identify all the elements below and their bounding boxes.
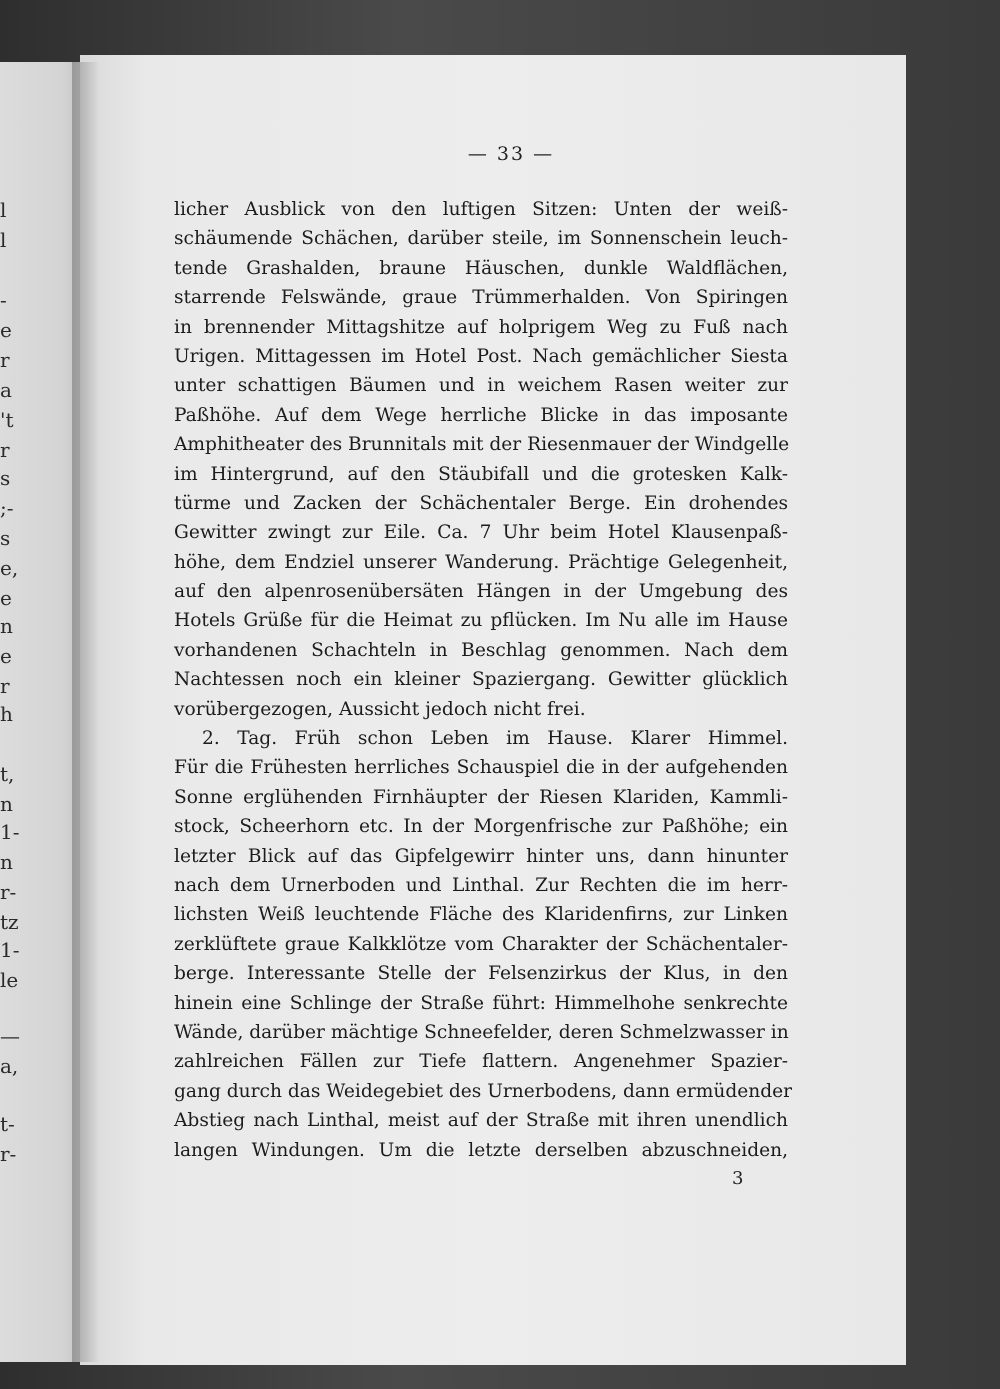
facing-page-fragment: tz bbox=[0, 910, 19, 934]
facing-page-fragment: e bbox=[0, 318, 12, 342]
text-line: in brennender Mittagshitze auf holprigem Weg zu Fuß nach bbox=[174, 316, 788, 338]
text-line: im Hintergrund, auf den Stäubifall und die grotesken Kalk- bbox=[174, 463, 788, 485]
facing-page-fragment: a, bbox=[0, 1054, 19, 1078]
facing-page-fragment: ;- bbox=[0, 496, 14, 520]
text-line: Sonne erglühenden Firnhäupter der Riesen Klariden, Kammli- bbox=[174, 786, 788, 808]
facing-page-fragment: s bbox=[0, 526, 11, 550]
facing-page-fragment: r bbox=[0, 348, 10, 372]
facing-page-fragment: r- bbox=[0, 880, 17, 904]
body-text bbox=[174, 195, 793, 1165]
signature-mark: 3 bbox=[732, 1168, 744, 1189]
facing-page-fragment: 't bbox=[0, 408, 14, 432]
facing-page-fragment: a bbox=[0, 378, 12, 402]
facing-page-fragment: n bbox=[0, 850, 13, 874]
facing-page-fragment: l bbox=[0, 198, 7, 222]
facing-page-fragment: e, bbox=[0, 556, 19, 580]
text-line: zerklüftete graue Kalkklötze vom Charakter der Schächentaler- bbox=[174, 933, 788, 955]
text-line: Abstieg nach Linthal, meist auf der Straße mit ihren unendlich bbox=[174, 1110, 788, 1132]
facing-page-fragment: e bbox=[0, 586, 12, 610]
facing-page-fragment: l bbox=[0, 228, 7, 252]
text-line: letzter Blick auf das Gipfelgewirr hinter uns, dann hinunter bbox=[174, 845, 788, 867]
text-line: vorübergezogen, Aussicht jedoch nicht frei. bbox=[174, 698, 586, 720]
facing-page-fragment: — bbox=[0, 1024, 20, 1048]
facing-page-fragment: - bbox=[0, 288, 7, 312]
facing-page-fragment: 1- bbox=[0, 938, 20, 962]
facing-page-fragment: t- bbox=[0, 1112, 15, 1136]
text-line: 2. Tag. Früh schon Leben im Hause. Klarer Himmel. bbox=[202, 728, 788, 750]
facing-page-fragment: n bbox=[0, 614, 13, 638]
text-line: Nachtessen noch ein kleiner Spaziergang. Gewitter glücklich bbox=[174, 669, 788, 691]
facing-page-fragment: r bbox=[0, 674, 10, 698]
facing-page-fragment: r bbox=[0, 438, 10, 462]
text-line: vorhandenen Schachteln in Beschlag genommen. Nach dem bbox=[174, 639, 788, 661]
text-line: gang durch das Weidegebiet des Urnerbodens, dann ermüdender bbox=[174, 1080, 793, 1102]
text-line: lichsten Weiß leuchtende Fläche des Klaridenfirns, zur Linken bbox=[174, 904, 788, 926]
text-line: zahlreichen Fällen zur Tiefe flattern. Angenehmer Spazier- bbox=[174, 1051, 788, 1073]
text-line: Amphitheater des Brunnitals mit der Riesenmauer der Windgelle bbox=[174, 434, 790, 456]
book-page bbox=[80, 55, 906, 1365]
text-line: starrende Felswände, graue Trümmerhalden. Von Spiringen bbox=[174, 287, 788, 309]
facing-page-fragment: h bbox=[0, 702, 13, 726]
text-line: berge. Interessante Stelle der Felsenzirkus der Klus, in den bbox=[174, 963, 788, 985]
text-line: türme und Zacken der Schächentaler Berge. Ein drohendes bbox=[174, 492, 788, 514]
text-line: Gewitter zwingt zur Eile. Ca. 7 Uhr beim Hotel Klausenpaß- bbox=[174, 522, 788, 544]
text-line: Hotels Grüße für die Heimat zu pflücken. Im Nu alle im Hause bbox=[174, 610, 788, 632]
text-line: nach dem Urnerboden und Linthal. Zur Rechten die im herr- bbox=[174, 874, 788, 896]
text-line: langen Windungen. Um die letzte derselben abzuschneiden, bbox=[174, 1139, 788, 1161]
text-line: tende Grashalden, braune Häuschen, dunkle Waldflächen, bbox=[174, 257, 788, 279]
page-number-header: — 33 — bbox=[467, 143, 555, 165]
facing-page-fragment: n bbox=[0, 792, 13, 816]
facing-page-fragment: r- bbox=[0, 1142, 17, 1166]
gutter-shadow bbox=[72, 62, 100, 1362]
facing-page-fragment: s bbox=[0, 466, 11, 490]
text-line: schäumende Schächen, darüber steile, im Sonnenschein leuch- bbox=[174, 228, 788, 250]
facing-page-fragment: t, bbox=[0, 762, 15, 786]
text-line: Wände, darüber mächtige Schneefelder, deren Schmelzwasser in bbox=[174, 1021, 789, 1043]
text-line: hinein eine Schlinge der Straße führt: Himmelhohe senkrechte bbox=[174, 992, 788, 1014]
facing-page-fragment: 1- bbox=[0, 820, 20, 844]
facing-page-fragment: le bbox=[0, 968, 19, 992]
text-line: Paßhöhe. Auf dem Wege herrliche Blicke in das imposante bbox=[174, 404, 788, 426]
text-line: stock, Scheerhorn etc. In der Morgenfrische zur Paßhöhe; ein bbox=[174, 816, 788, 838]
text-line: auf den alpenrosenübersäten Hängen in der Umgebung des bbox=[174, 581, 788, 603]
facing-page-fragment: e bbox=[0, 644, 12, 668]
text-line: Für die Frühesten herrliches Schauspiel die in der aufgehenden bbox=[174, 757, 788, 779]
text-line: Urigen. Mittagessen im Hotel Post. Nach gemächlicher Siesta bbox=[174, 345, 788, 367]
text-line: unter schattigen Bäumen und in weichem Rasen weiter zur bbox=[174, 375, 788, 397]
text-line: höhe, dem Endziel unserer Wanderung. Prächtige Gelegenheit, bbox=[174, 551, 788, 573]
text-line: licher Ausblick von den luftigen Sitzen: Unten der weiß- bbox=[174, 199, 788, 220]
